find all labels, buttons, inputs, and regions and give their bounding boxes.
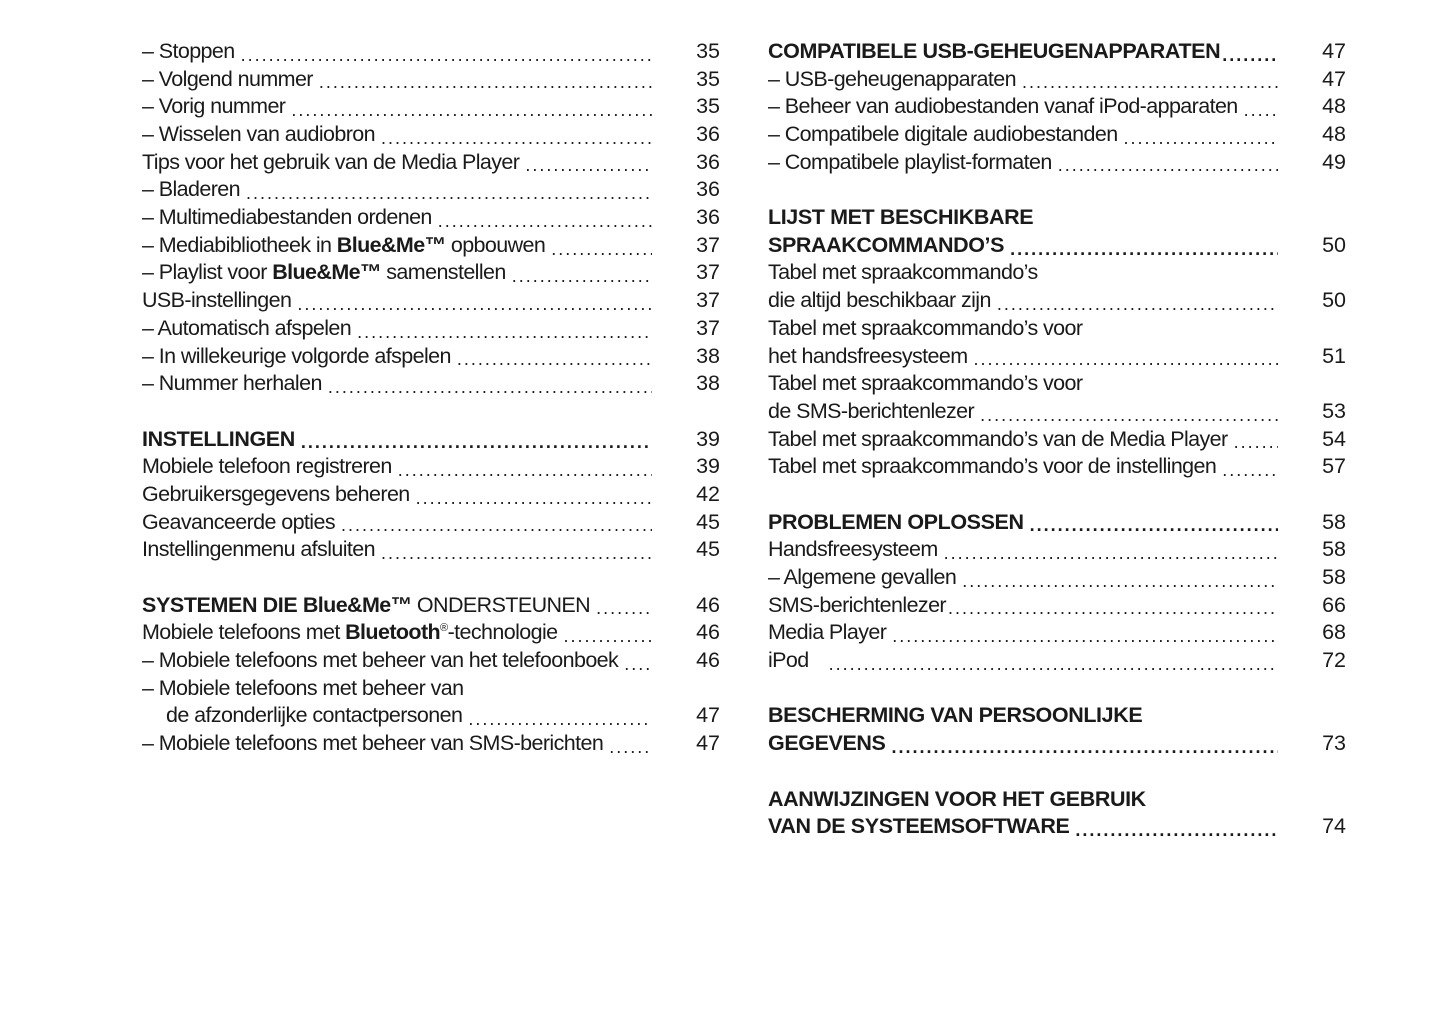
toc-section-spraakcommandos-line1[interactable]: LIJST MET BESCHIKBARE bbox=[768, 205, 1034, 230]
toc-entry-usb-instellingen[interactable]: USB-instellingen ..... 37 bbox=[142, 287, 720, 315]
dot-leader bbox=[1075, 819, 1278, 841]
toc-section-spraakcommandos-line2[interactable]: SPRAAKCOMMANDO’S ..... 50 bbox=[768, 232, 1346, 260]
dot-leader bbox=[525, 154, 652, 176]
toc-section-problemen[interactable]: PROBLEMEN OPLOSSEN ..... 58 bbox=[768, 509, 1346, 537]
toc-entry-handsfreesysteem[interactable]: Handsfreesysteem ..... 58 bbox=[768, 536, 1346, 564]
dot-leader bbox=[297, 293, 652, 315]
section-gap bbox=[768, 481, 1346, 509]
toc-entry-contactpersonen-line1[interactable]: – Mobiele telefoons met beheer van bbox=[142, 675, 464, 700]
bluetooth-brand: Bluetooth bbox=[345, 620, 441, 645]
toc-entry-gebruikersgegevens[interactable]: Gebruikersgegevens beheren ..... 42 bbox=[142, 481, 720, 509]
toc-entry-mediabibliotheek[interactable]: – Mediabibliotheek in Blue&Me™ opbouwen ..... 37 bbox=[142, 232, 720, 260]
section-gap bbox=[142, 398, 720, 426]
toc-entry-bluetooth[interactable]: Mobiele telefoons met Bluetooth®-technologie ..... 46 bbox=[142, 619, 720, 647]
dot-leader bbox=[468, 708, 652, 730]
dot-leader bbox=[1222, 44, 1278, 66]
dot-leader bbox=[1222, 459, 1278, 481]
toc-entry-sms-berichten[interactable]: – Mobiele telefoons met beheer van SMS-berichten ..... 47 bbox=[142, 730, 720, 758]
dot-leader bbox=[301, 431, 652, 453]
dot-leader bbox=[944, 542, 1278, 564]
toc-section-aanwijzingen-line1[interactable]: AANWIJZINGEN VOOR HET GEBRUIK bbox=[768, 786, 1146, 811]
toc-right-column bbox=[768, 38, 1346, 841]
dot-leader bbox=[948, 597, 1278, 619]
dot-leader bbox=[1234, 431, 1278, 453]
dot-leader bbox=[997, 293, 1278, 315]
toc-entry-altijd-line2[interactable]: die altijd beschikbaar zijn ..... 50 bbox=[768, 287, 1346, 315]
dot-leader bbox=[974, 348, 1278, 370]
dot-leader bbox=[246, 182, 652, 204]
toc-entry-media-player[interactable]: Media Player ..... 68 bbox=[768, 619, 1346, 647]
toc-entry-wisselen-audiobron[interactable]: – Wisselen van audiobron ..... 36 bbox=[142, 121, 720, 149]
toc-entry-tips-media-player[interactable]: Tips voor het gebruik van de Media Player ..... 36 bbox=[142, 149, 720, 177]
dot-leader bbox=[1058, 154, 1278, 176]
toc-entry-automatisch-afspelen[interactable]: – Automatisch afspelen ..... 37 bbox=[142, 315, 720, 343]
dot-leader bbox=[319, 71, 652, 93]
dot-leader bbox=[438, 210, 652, 232]
dot-leader bbox=[328, 376, 652, 398]
toc-entry-volgend-nummer[interactable]: – Volgend nummer ..... 35 bbox=[142, 66, 720, 94]
toc-entry-bladeren[interactable]: – Bladeren ..... 36 bbox=[142, 176, 720, 204]
toc-entry-media-player-commandos[interactable]: Tabel met spraakcommando’s van de Media Player ..... 54 bbox=[768, 426, 1346, 454]
dot-leader bbox=[512, 265, 652, 287]
toc-entry-sms-lezer-line1[interactable]: Tabel met spraakcommando’s voor bbox=[768, 371, 1083, 396]
toc-entry-instellingen-commandos[interactable]: Tabel met spraakcommando’s voor de instellingen ..... 57 bbox=[768, 453, 1346, 481]
toc-section-bescherming-line1[interactable]: BESCHERMING VAN PERSOONLIJKE bbox=[768, 703, 1143, 728]
toc-entry-ipod-beheer[interactable]: – Beheer van audiobestanden vanaf iPod-apparaten ..... 48 bbox=[768, 93, 1346, 121]
brand-name: Blue&Me™ bbox=[302, 592, 412, 617]
toc-entry-altijd-line1[interactable]: Tabel met spraakcommando’s bbox=[768, 260, 1038, 285]
dot-leader bbox=[980, 404, 1278, 426]
toc-entry-vorig-nummer[interactable]: – Vorig nummer ..... 35 bbox=[142, 93, 720, 121]
section-gap bbox=[768, 675, 1346, 703]
toc-entry-nummer-herhalen[interactable]: – Nummer herhalen ..... 38 bbox=[142, 370, 720, 398]
dot-leader bbox=[1124, 127, 1278, 149]
dot-leader bbox=[357, 321, 652, 343]
toc-entry-contactpersonen-line2[interactable]: de afzonderlijke contactpersonen ..... 47 bbox=[142, 703, 720, 731]
dot-leader bbox=[341, 514, 652, 536]
dot-leader bbox=[891, 736, 1278, 758]
dot-leader bbox=[416, 487, 652, 509]
dot-leader bbox=[241, 44, 652, 66]
toc-entry-stoppen[interactable]: – Stoppen ..... 35 bbox=[142, 38, 720, 66]
toc-entry-multimediabestanden[interactable]: – Multimediabestanden ordenen ..... 36 bbox=[142, 204, 720, 232]
toc-entry-playlist-formaten[interactable]: – Compatibele playlist-formaten ..... 49 bbox=[768, 149, 1346, 177]
dot-leader bbox=[381, 127, 652, 149]
dot-leader bbox=[892, 625, 1278, 647]
section-gap bbox=[768, 176, 1346, 204]
dot-leader bbox=[564, 625, 653, 647]
toc-entry-audiobestanden[interactable]: – Compatibele digitale audiobestanden ..... 48 bbox=[768, 121, 1346, 149]
toc-entry-telefoonboek[interactable]: – Mobiele telefoons met beheer van het telefoonboek ..... 46 bbox=[142, 647, 720, 675]
dot-leader bbox=[1022, 71, 1278, 93]
dot-leader bbox=[381, 542, 652, 564]
dot-leader bbox=[398, 459, 652, 481]
toc-entry-handsfree-line2[interactable]: het handsfreesysteem ..... 51 bbox=[768, 343, 1346, 371]
dot-leader bbox=[1010, 238, 1278, 260]
toc-left-column bbox=[142, 38, 720, 758]
toc-entry-telefoon-registreren[interactable]: Mobiele telefoon registreren ..... 39 bbox=[142, 453, 720, 481]
toc-entry-geavanceerde-opties[interactable]: Geavanceerde opties ..... 45 bbox=[142, 509, 720, 537]
dot-leader bbox=[291, 99, 652, 121]
dot-leader bbox=[551, 238, 652, 260]
dot-leader bbox=[962, 570, 1278, 592]
toc-section-bescherming-line2[interactable]: GEGEVENS ..... 73 bbox=[768, 730, 1346, 758]
dot-leader bbox=[624, 653, 652, 675]
toc-entry-algemene-gevallen[interactable]: – Algemene gevallen ..... 58 bbox=[768, 564, 1346, 592]
dot-leader bbox=[596, 597, 652, 619]
dot-leader bbox=[609, 736, 652, 758]
section-gap bbox=[768, 758, 1346, 786]
toc-entry-handsfree-line1[interactable]: Tabel met spraakcommando’s voor bbox=[768, 315, 1083, 340]
toc-section-usb[interactable]: COMPATIBELE USB-GEHEUGENAPPARATEN ..... 47 bbox=[768, 38, 1346, 66]
toc-entry-usb-apparaten[interactable]: – USB-geheugenapparaten ..... 47 bbox=[768, 66, 1346, 94]
toc-entry-ipod[interactable]: iPod ..... 72 bbox=[768, 647, 1346, 675]
brand-name: Blue&Me™ bbox=[272, 260, 381, 285]
dot-leader bbox=[457, 348, 652, 370]
toc-section-aanwijzingen-line2[interactable]: VAN DE SYSTEEMSOFTWARE ..... 74 bbox=[768, 813, 1346, 841]
dot-leader bbox=[1244, 99, 1278, 121]
toc-entry-willekeurig[interactable]: – In willekeurige volgorde afspelen ..... 38 bbox=[142, 343, 720, 371]
toc-section-instellingen[interactable]: INSTELLINGEN ..... 39 bbox=[142, 426, 720, 454]
dot-leader bbox=[829, 653, 1278, 675]
toc-entry-sms-berichtenlezer[interactable]: SMS-berichtenlezer ..... 66 bbox=[768, 592, 1346, 620]
toc-entry-playlist[interactable]: – Playlist voor Blue&Me™ samenstellen ..... 37 bbox=[142, 260, 720, 288]
toc-section-systemen[interactable]: SYSTEMEN DIE Blue&Me™ ONDERSTEUNEN ..... 46 bbox=[142, 592, 720, 620]
toc-entry-menu-afsluiten[interactable]: Instellingenmenu afsluiten ..... 45 bbox=[142, 536, 720, 564]
brand-name: Blue&Me™ bbox=[336, 232, 446, 257]
toc-entry-sms-lezer-line2[interactable]: de SMS-berichtenlezer ..... 53 bbox=[768, 398, 1346, 426]
section-gap bbox=[142, 564, 720, 592]
dot-leader bbox=[1030, 514, 1278, 536]
